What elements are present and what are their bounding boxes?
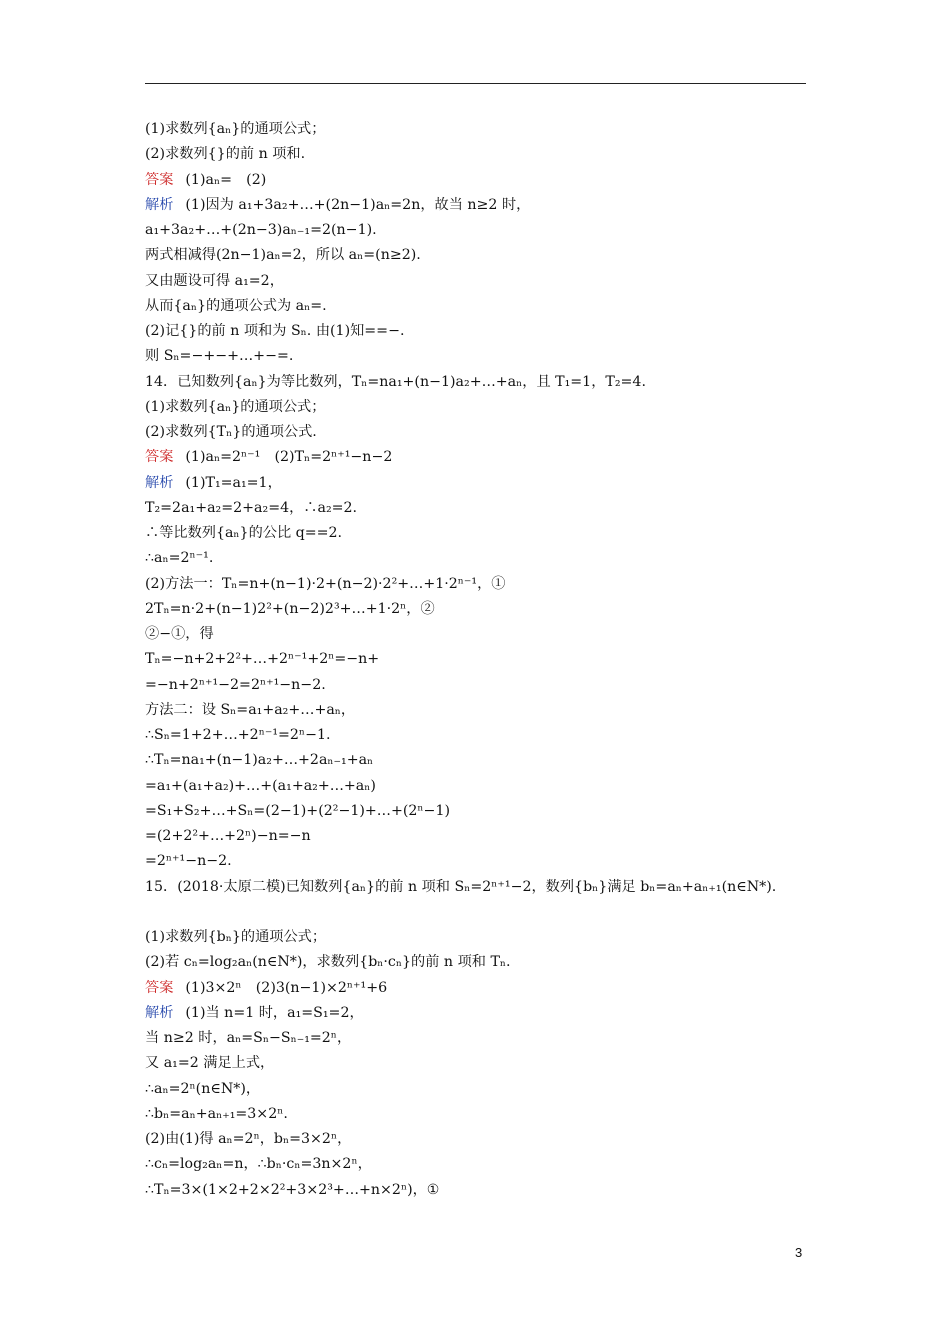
text-line [145,698,810,723]
text-line [145,546,810,571]
text-line [145,521,810,546]
line-text: (1)求数列{aₙ}的通项公式； [145,121,326,137]
text-line [145,1001,810,1026]
text-line [145,799,810,824]
text-line [145,319,810,344]
text-line [145,673,810,698]
line-text: ∴aₙ=2ⁿ⁻¹. [145,550,214,567]
line-text: (2)求数列{}的前 n 项和. [145,146,306,163]
text-line [145,193,810,218]
line-text: (1)因为 a₁+3a₂+…+(2n−1)aₙ=2n，故当 n≥2 时， [185,196,531,213]
text-line [145,471,810,496]
text-line [145,748,810,773]
line-text: 2Tₙ=n·2+(n−1)2²+(n−2)2³+…+1·2ⁿ，② [145,600,435,617]
document-body [145,117,810,1203]
line-text: 两式相减得(2n−1)aₙ=2，所以 aₙ=(n≥2). [145,247,421,264]
text-line [145,1026,810,1051]
text-line [145,294,810,319]
answer-label: 答案 [145,449,174,466]
text-line [145,142,810,167]
line-text: 15．(2018·太原二模)已知数列{aₙ}的前 n 项和 Sₙ=2ⁿ⁺¹−2，数列{bₙ}满足 bₙ=aₙ+aₙ₊₁(n∈N*). [145,878,777,895]
line-text: 方法二：设 Sₙ=a₁+a₂+…+aₙ， [145,701,356,718]
analysis-label: 解析 [145,474,174,491]
line-text: 14．已知数列{aₙ}为等比数列，Tₙ=na₁+(n−1)a₂+…+aₙ，且 T₁=1，T₂=4. [145,373,646,390]
line-text: (1)3×2ⁿ (2)3(n−1)×2ⁿ⁺¹+6 [185,979,388,996]
line-text: (2)由(1)得 aₙ=2ⁿ，bₙ=3×2ⁿ， [145,1131,352,1147]
text-line [145,1051,810,1076]
text-line [145,1127,810,1152]
text-line [145,875,810,926]
line-text: 当 n≥2 时，aₙ=Sₙ−Sₙ₋₁=2ⁿ， [145,1030,352,1046]
text-line [145,723,810,748]
line-text: =a₁+(a₁+a₂)+…+(a₁+a₂+…+aₙ) [145,777,376,794]
line-text: 又 a₁=2 满足上式， [145,1055,275,1072]
line-text: 则 Sₙ=−+−+…+−=. [145,348,294,365]
text-line [145,496,810,521]
text-line [145,572,810,597]
text-line [145,1077,810,1102]
text-line [145,344,810,369]
text-line [145,849,810,874]
text-line [145,1102,810,1127]
line-text: ∴bₙ=aₙ+aₙ₊₁=3×2ⁿ. [145,1105,288,1122]
line-text: ∴Sₙ=1+2+…+2ⁿ⁻¹=2ⁿ−1. [145,727,331,743]
text-line [145,269,810,294]
line-text: (2)求数列{Tₙ}的通项公式. [145,424,317,440]
line-text: ②−①，得 [145,626,214,642]
line-text: ∴Tₙ=3×(1×2+2×2²+3×2³+…+n×2ⁿ)，① [145,1181,440,1198]
text-line [145,1178,810,1203]
line-text: (1)aₙ= (2) [185,171,267,188]
text-line [145,218,810,243]
header-rule [145,83,806,84]
text-line [145,117,810,142]
text-line [145,1152,810,1177]
line-text: =(2+2²+…+2ⁿ)−n=−n [145,828,311,844]
text-line [145,647,810,672]
line-text: ∴aₙ=2ⁿ(n∈N*)， [145,1080,261,1097]
text-line [145,925,810,950]
text-line [145,445,810,470]
page-number: 3 [795,1245,803,1260]
answer-label: 答案 [145,979,174,996]
text-line [145,168,810,193]
line-text: =2ⁿ⁺¹−n−2. [145,853,232,870]
text-line [145,395,810,420]
line-text: ∴cₙ=log₂aₙ=n，∴bₙ·cₙ=3n×2ⁿ， [145,1156,372,1173]
line-text: 又由题设可得 a₁=2， [145,272,284,289]
line-text: a₁+3a₂+…+(2n−3)aₙ₋₁=2(n−1). [145,222,377,238]
line-text: =S₁+S₂+…+Sₙ=(2−1)+(2²−1)+…+(2ⁿ−1) [145,802,451,819]
text-line [145,420,810,445]
line-text: (2)记{}的前 n 项和为 Sₙ. 由(1)知==−. [145,323,405,339]
line-text: (2)若 cₙ=log₂aₙ(n∈N*)，求数列{bₙ·cₙ}的前 n 项和 Tₙ. [145,954,511,971]
text-line [145,243,810,268]
text-line [145,950,810,975]
answer-label: 答案 [145,171,174,188]
line-text: (1)当 n=1 时，a₁=S₁=2， [185,1004,364,1021]
line-text: Tₙ=−n+2+2²+…+2ⁿ⁻¹+2ⁿ=−n+ [145,651,380,668]
line-text: (1)求数列{aₙ}的通项公式； [145,398,326,415]
line-text: (1)T₁=a₁=1， [185,474,282,491]
line-text: (1)求数列{bₙ}的通项公式； [145,929,327,945]
text-line [145,622,810,647]
line-text: (2)方法一：Tₙ=n+(n−1)·2+(n−2)·2²+…+1·2ⁿ⁻¹，① [145,575,506,592]
analysis-label: 解析 [145,196,174,213]
text-line [145,824,810,849]
text-line [145,976,810,1001]
line-text: T₂=2a₁+a₂=2+a₂=4，∴a₂=2. [145,499,358,516]
text-line [145,370,810,395]
analysis-label: 解析 [145,1004,174,1021]
text-line [145,597,810,622]
line-text: =−n+2ⁿ⁺¹−2=2ⁿ⁺¹−n−2. [145,676,326,693]
line-text: 从而{aₙ}的通项公式为 aₙ=. [145,297,327,314]
text-line [145,774,810,799]
line-text: ∴Tₙ=na₁+(n−1)a₂+…+2aₙ₋₁+aₙ [145,752,374,769]
line-text: ∴等比数列{aₙ}的公比 q==2. [145,525,343,541]
line-text: (1)aₙ=2ⁿ⁻¹ (2)Tₙ=2ⁿ⁺¹−n−2 [185,449,393,466]
